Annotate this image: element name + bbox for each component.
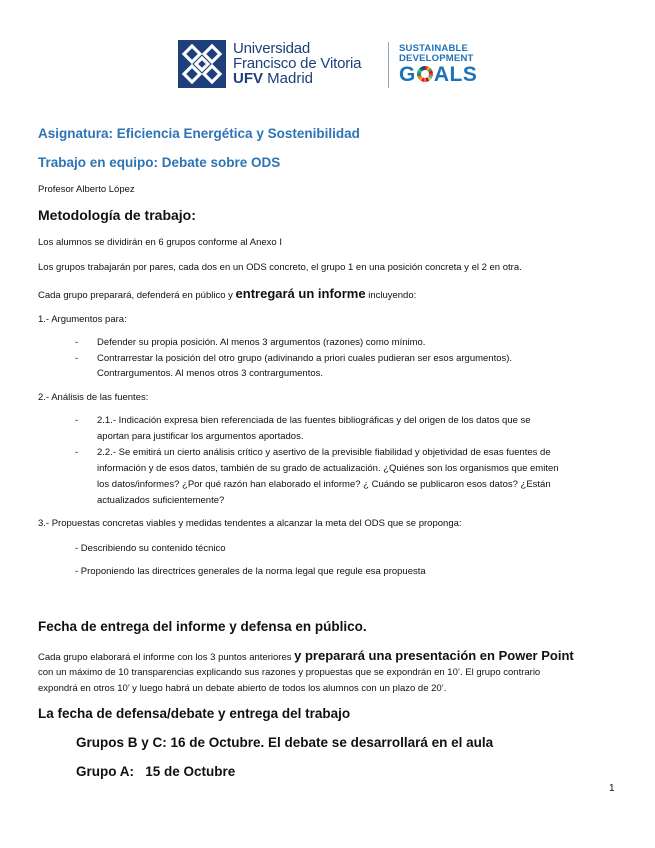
section-2-bullet-2-line-3: los datos/informes? ¿Por qué razón han elaborado el informe? ¿ Cuándo se publicaron esos datos? ¿Están (97, 479, 551, 490)
professor-name: Profesor Alberto López (38, 184, 135, 195)
section-3-item-2: - Proponiendo las directrices generales de la norma legal que regule esa propuesta (75, 566, 426, 577)
ufv-city: Madrid (267, 70, 314, 87)
methodology-p3-before: Cada grupo preparará, defenderá en público y (38, 290, 236, 301)
section-3-title: 3.- Propuestas concretas viables y medidas tendentes a alcanzar la meta del ODS que se proponga: (38, 518, 462, 529)
section-2-list (75, 413, 635, 508)
delivery-line-1-bold: y preparará una presentación en Power Point (294, 648, 574, 663)
section-2-bullet-2-line-4: actualizados suficientemente? (97, 495, 225, 506)
bullet-dash: - (75, 415, 79, 426)
university-line-2: Francisco de Vitoria (233, 55, 362, 72)
university-line-1: Universidad (233, 40, 311, 57)
bullet-dash: - (75, 337, 79, 348)
defense-date-heading: La fecha de defensa/debate y entrega del trabajo (38, 706, 351, 721)
university-name (233, 41, 361, 86)
delivery-line-1-text: Cada grupo elaborará el informe con los 3 puntos anteriores (38, 652, 295, 663)
sdg-line-2: DEVELOPMENT (399, 53, 474, 64)
section-2-bullet-1-line-1: 2.1.- Indicación expresa bien referenciada de las fuentes bibliográficas y del origen de los datos que se (97, 415, 531, 426)
sdg-goals-g: G (399, 63, 416, 86)
ufv-abbrev: UFV (233, 70, 263, 87)
ufv-logo-icon (178, 40, 226, 88)
section-1-bullet-2-line-1: Contrarrestar la posición del otro grupo (adivinando a priori cuales pudieran ser esos argumentos). (97, 353, 513, 364)
sdg-line-1: SUSTAINABLE (399, 43, 469, 54)
methodology-p1: Los alumnos se dividirán en 6 grupos conforme al Anexo I (38, 237, 282, 248)
methodology-p3-after: incluyendo: (365, 290, 417, 301)
sdg-goals-wordmark (399, 64, 477, 86)
methodology-p3 (38, 286, 416, 301)
sdg-logo (399, 44, 477, 86)
groups-bc-date: Grupos B y C: 16 de Octubre. El debate se desarrollará en el aula (76, 735, 494, 750)
header-divider (388, 42, 389, 88)
section-3-item-1: - Describiendo su contenido técnico (75, 543, 226, 554)
section-1-bullet-1: Defender su propia posición. Al menos 3 argumentos (razones) como mínimo. (97, 337, 426, 348)
delivery-line-1 (38, 648, 574, 663)
delivery-heading: Fecha de entrega del informe y defensa en público. (38, 619, 367, 634)
section-1-bullet-2-line-2: Contrargumentos. Al menos otros 3 contrargumentos. (97, 368, 324, 379)
project-title: Trabajo en equipo: Debate sobre ODS (38, 155, 281, 170)
bullet-dash: - (75, 447, 79, 458)
methodology-p2: Los grupos trabajarán por pares, cada dos en un ODS concreto, el grupo 1 en una posición concreta y el 2 en otra. (38, 262, 522, 273)
section-2-title: 2.- Análisis de las fuentes: (38, 392, 149, 403)
section-1-list (75, 335, 635, 385)
section-2-bullet-2-line-1: 2.2.- Se emitirá un cierto análisis crítico y asertivo de la previsible fiabilidad y objetividad de esas fuentes de (97, 447, 551, 458)
delivery-line-2: con un máximo de 10 transparencias explicando sus razones y propuestas que se expondrán en 10’. El grupo contrario (38, 667, 541, 678)
sdg-wheel-icon (417, 66, 433, 82)
section-2-bullet-1-line-2: aportan para justificar los argumentos aportados. (97, 431, 304, 442)
delivery-line-3: expondrá en otros 10’ y luego habrá un debate abierto de todos los alumnos con un plazo de 20’. (38, 683, 447, 694)
bullet-dash: - (75, 353, 79, 364)
university-line-3 (233, 71, 361, 86)
methodology-heading: Metodología de trabajo: (38, 207, 196, 223)
methodology-p3-bold: entregará un informe (235, 286, 366, 301)
section-1-title: 1.- Argumentos para: (38, 314, 127, 325)
course-title: Asignatura: Eficiencia Energética y Sostenibilidad (38, 126, 360, 141)
section-2-bullet-2-line-2: información y de esos datos, también de su grado de actualización. ¿Quiénes son los organismos que emiten (97, 463, 559, 474)
sdg-goals-rest: ALS (433, 63, 478, 86)
group-a-date: Grupo A: 15 de Octubre (76, 764, 236, 779)
page-number: 1 (609, 783, 615, 794)
